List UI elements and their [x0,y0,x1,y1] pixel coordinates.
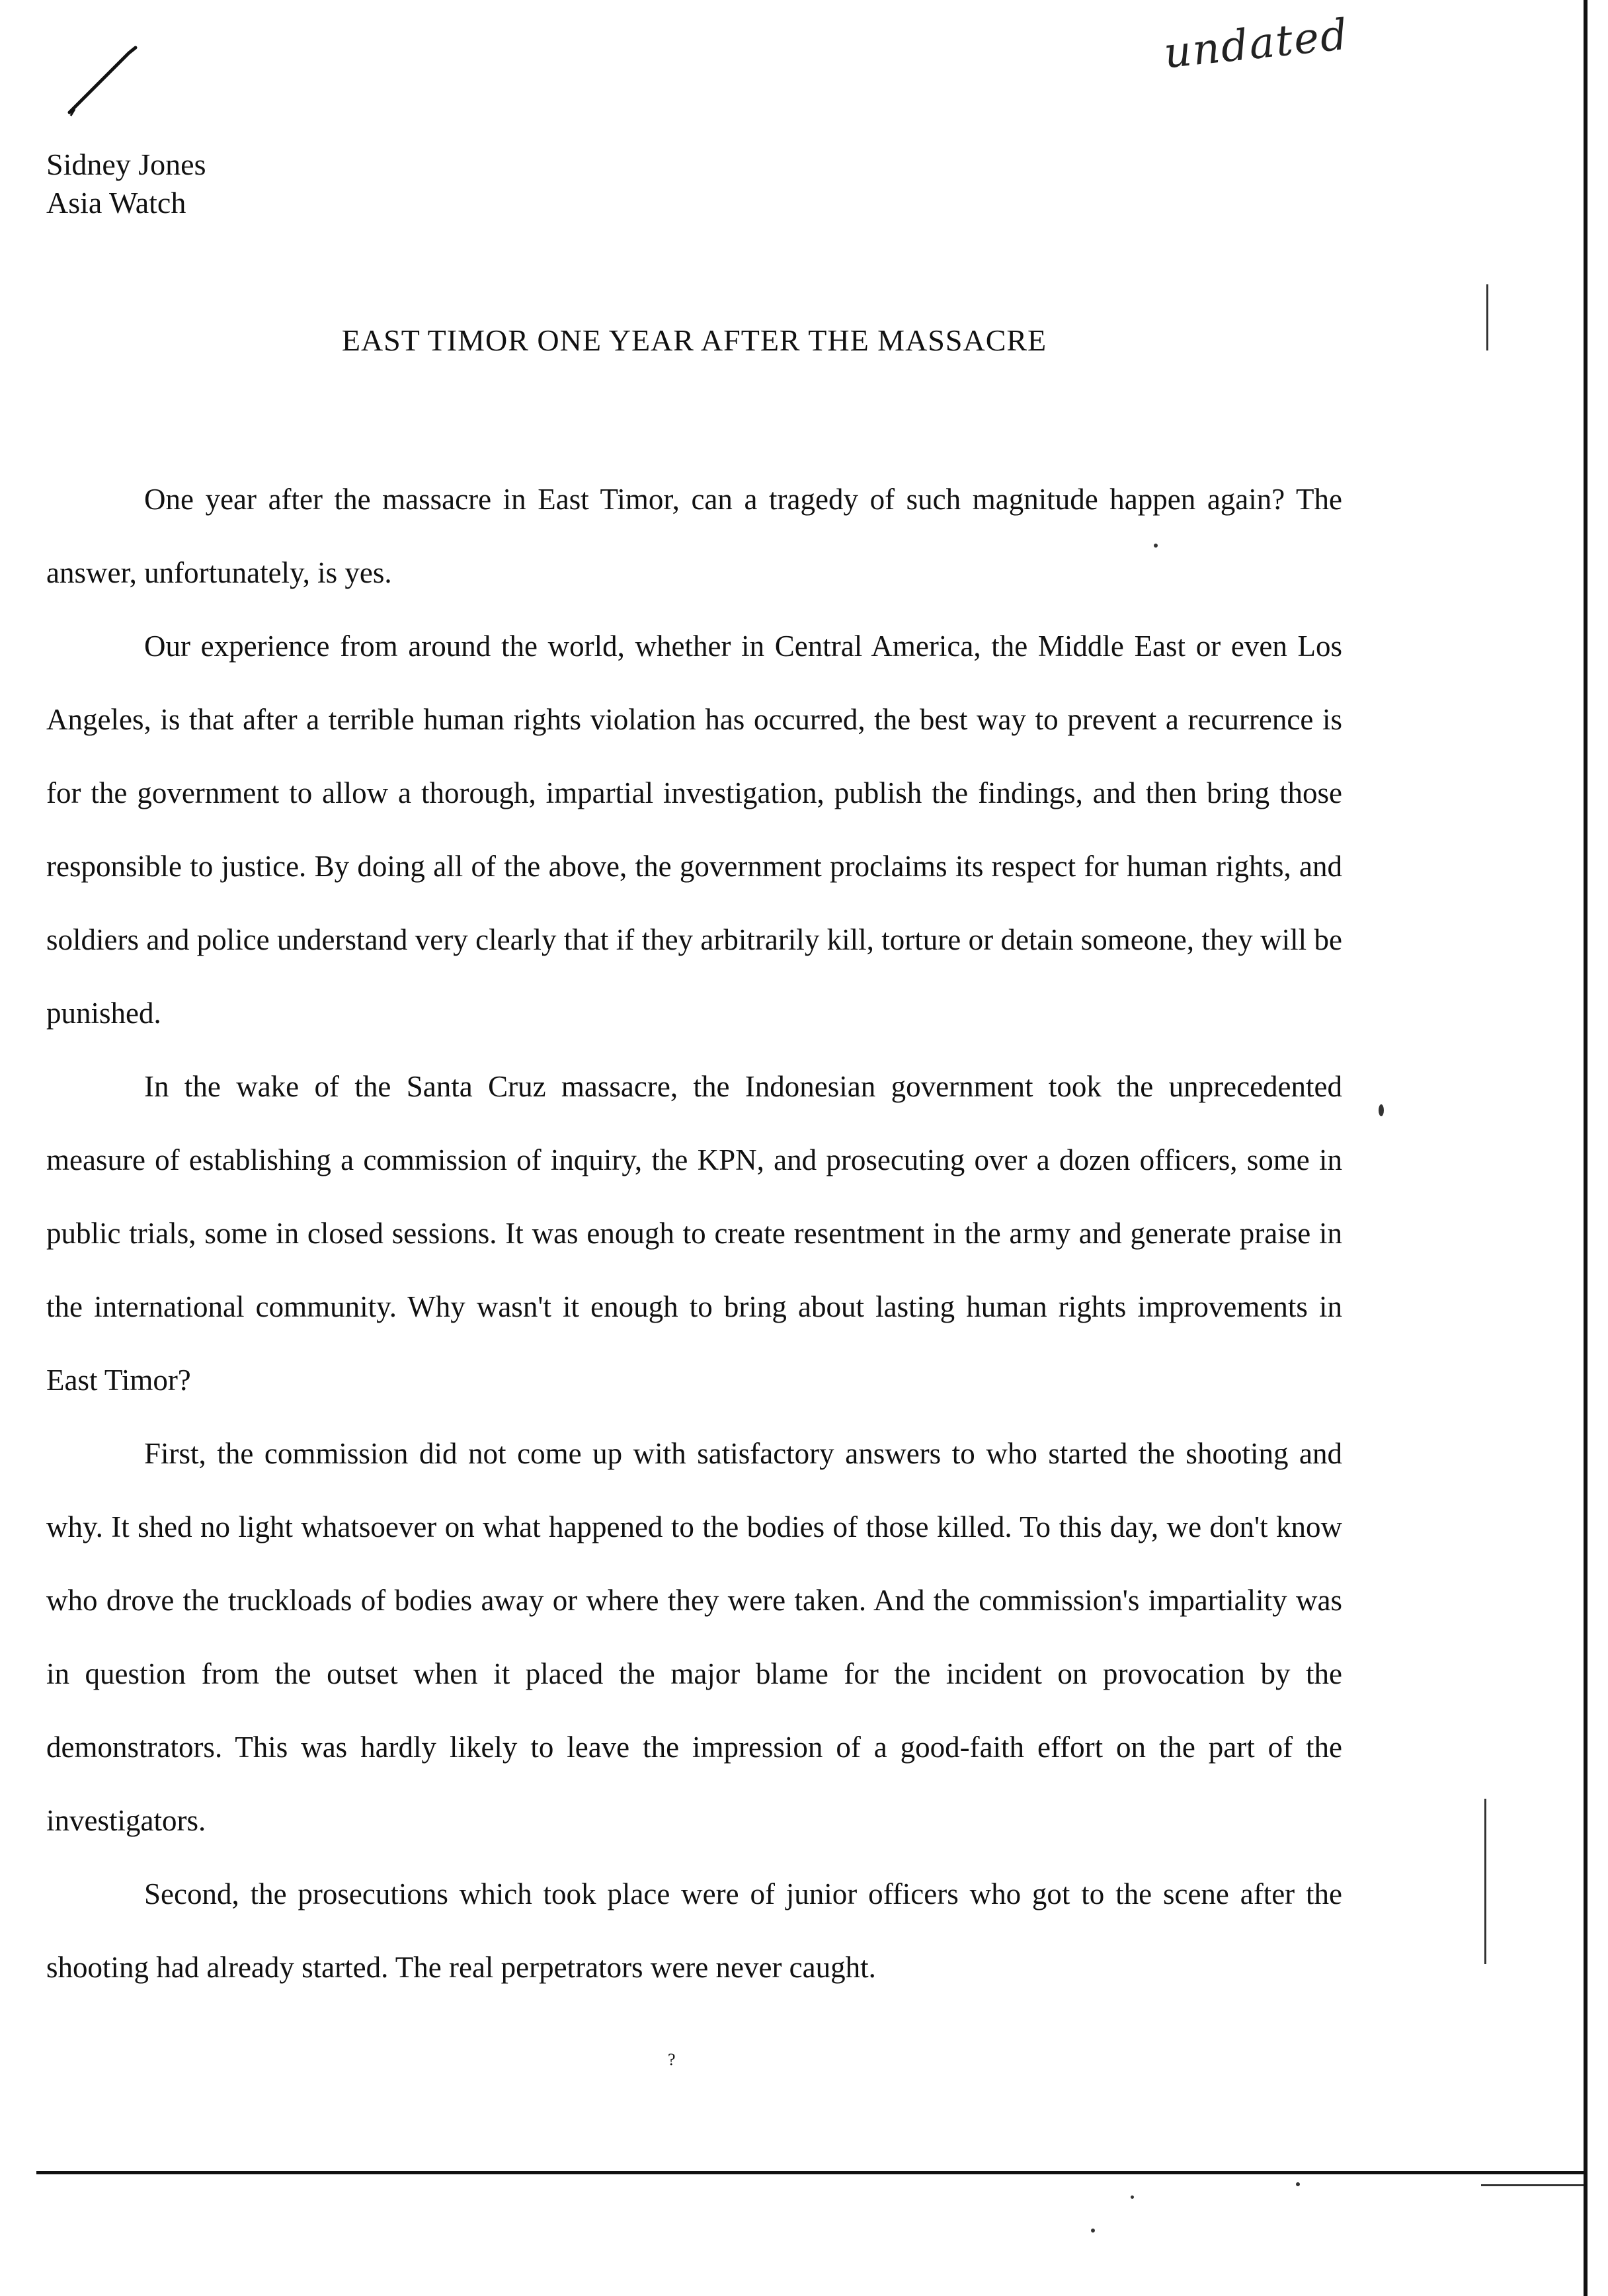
paragraph: Second, the prosecutions which took place were of junior officers who got to the scene after the shooting had already started. The real perpetrators were never caught. [46,1877,1342,1984]
scan-speck [1379,1104,1384,1116]
pen-mark-icon [63,40,149,126]
paragraph: First, the commission did not come up with satisfactory answers to who started the shooting and why. It shed no light whatsoever on what happened to the bodies of those killed. To this day, we don't know who drove the truckloads of bodies away or where they were taken. And the commission's impartiality was in question from the outset when it placed the major blame for the incident on provocation by the demonstrators. This was hardly likely to leave the impression of a good-faith effort on the part of the investigators. [46,1437,1342,1837]
author-name: Sidney Jones [46,147,206,181]
scan-speck [1131,2195,1134,2199]
bottom-rule [36,2171,1587,2174]
margin-mark [1484,1799,1486,1964]
scan-speck [1091,2229,1095,2233]
margin-mark [1486,284,1488,350]
author-block [46,145,206,222]
paragraph: One year after the massacre in East Timor, can a tragedy of such magnitude happen again? The answer, unfortunately, is yes. [46,483,1342,589]
bottom-rule [1481,2184,1587,2186]
paragraph: In the wake of the Santa Cruz massacre, the Indonesian government took the unprecedented measure of establishing a commission of inquiry, the KPN, and prosecuting over a dozen officers, some in public trials, some in closed sessions. It was enough to create resentment in the army and generate praise in the international community. Why wasn't it enough to bring about lasting human rights improvements in East Timor? [46,1070,1342,1397]
document-body [46,463,1342,2004]
scan-speck [1154,544,1158,548]
handwritten-annotation: undated [1161,10,1351,79]
author-organization: Asia Watch [46,186,186,220]
document-title: EAST TIMOR ONE YEAR AFTER THE MASSACRE [341,323,1047,357]
right-scan-border [1584,0,1588,2296]
paragraph: Our experience from around the world, whether in Central America, the Middle East or even Los Angeles, is that after a terrible human rights violation has occurred, the best way to prevent a recurrence is for the government to allow a thorough, impartial investigation, publish the findings, and then bring those responsible to justice. By doing all of the above, the government proclaims its respect for human rights, and soldiers and police understand very clearly that if they arbitrarily kill, torture or detain someone, they will be punished. [46,630,1342,1030]
scan-speck [1296,2182,1300,2186]
page-number: ? [668,2050,676,2069]
